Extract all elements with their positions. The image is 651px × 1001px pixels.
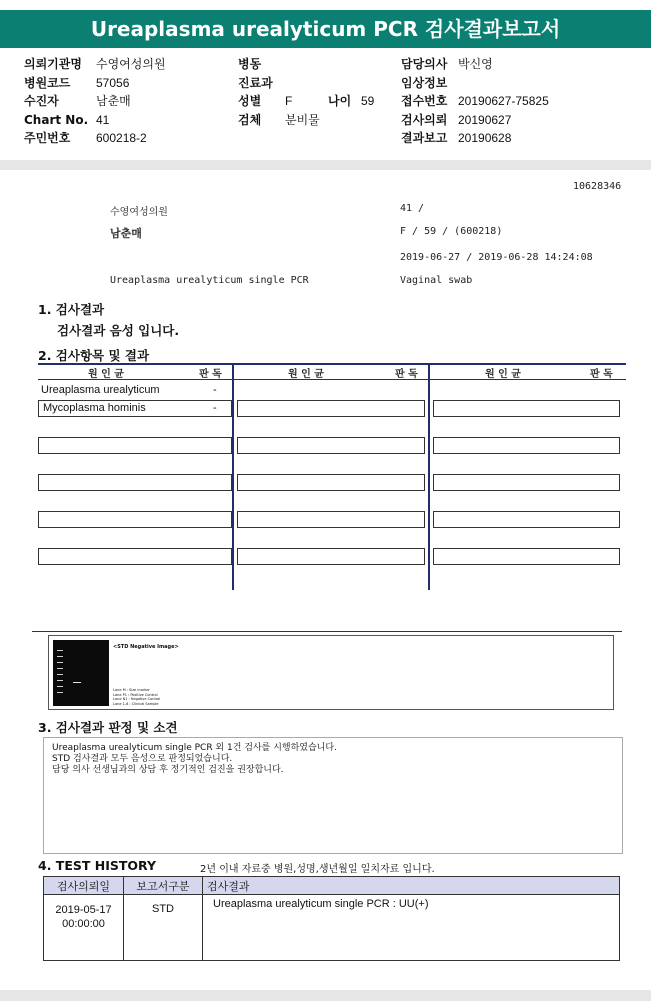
info-label: 접수번호 <box>401 94 448 108</box>
history-date-cell <box>44 895 124 961</box>
result-cell <box>433 548 620 565</box>
section1-result: 검사결과 음성 입니다. <box>57 323 180 338</box>
section2-heading: 2. 검사항목 및 결과 <box>38 348 150 363</box>
opinion-line: Ureaplasma urealyticum single PCR 외 1건 검사를 시행하였습니다. <box>52 743 337 753</box>
grid-col-divider <box>428 364 430 590</box>
result-cell <box>237 474 425 491</box>
section1-heading: 1. 검사결과 <box>38 302 105 317</box>
section-divider <box>0 160 651 170</box>
info-value: 600218-2 <box>96 131 147 145</box>
result-cell <box>237 548 425 565</box>
specimen-value: 분비물 <box>285 112 320 127</box>
result-cell <box>38 511 232 528</box>
history-result: Ureaplasma urealyticum single PCR : UU(+) <box>203 895 620 961</box>
info-value: 41 <box>96 112 110 127</box>
sub-hospital: 수영여성의원 <box>110 207 168 218</box>
legend-line: Lane 1-8 : Clinical Sample <box>113 701 159 706</box>
sub-chart-no: 41 / <box>400 203 425 214</box>
sex-value: F <box>285 94 293 108</box>
table-row <box>44 895 620 961</box>
legend-line: Lane P1 : Positive Control <box>113 692 158 697</box>
info-label: 병원코드 <box>24 75 71 90</box>
legend-line: Lane M : Size marker <box>113 688 150 692</box>
info-label: 주민번호 <box>24 131 71 145</box>
grid-col-divider <box>232 364 234 590</box>
history-col-header: 검사의뢰일 <box>44 877 124 895</box>
test-history-table <box>43 876 620 961</box>
sub-test-name: Ureaplasma urealyticum single PCR <box>110 275 309 286</box>
grid-top-border <box>38 363 626 365</box>
result-cell <box>433 511 620 528</box>
history-col-header: 보고서구분 <box>124 877 203 895</box>
info-label: 임상정보 <box>401 75 448 90</box>
info-value: 수영여성의원 <box>96 57 166 71</box>
info-label: 담당의사 <box>401 57 448 71</box>
gel-image-legend <box>113 688 160 706</box>
history-time: 00:00:00 <box>62 918 105 930</box>
result-cell <box>237 400 425 417</box>
dept-label: 진료과 <box>238 75 273 90</box>
age-value: 59 <box>361 94 375 108</box>
opinion-line: STD 검사결과 모두 음성으로 판정되었습니다. <box>52 754 233 764</box>
section4-heading: 4. TEST HISTORY <box>38 858 157 873</box>
gel-image-frame <box>48 635 614 710</box>
organism-reading: - <box>213 402 217 414</box>
col-reading-header: 판 독 <box>590 369 613 380</box>
info-value: 20190627 <box>458 112 512 127</box>
history-date: 2019-05-17 <box>55 904 112 916</box>
info-label: 의뢰기관명 <box>24 57 82 71</box>
info-value: 20190628 <box>458 131 512 145</box>
info-label: 검사의뢰 <box>401 112 448 127</box>
result-cell <box>237 511 425 528</box>
result-cell <box>237 437 425 454</box>
col-reading-header: 판 독 <box>199 369 222 380</box>
ward-label: 병동 <box>238 57 262 71</box>
col-reading-header: 판 독 <box>395 369 418 380</box>
sex-label: 성별 <box>238 94 262 108</box>
image-separator-line <box>32 631 622 632</box>
col-organism-header: 원 인 균 <box>485 369 521 380</box>
result-cell <box>38 548 232 565</box>
col-organism-header: 원 인 균 <box>288 369 324 380</box>
info-label: Chart No. <box>24 112 89 127</box>
info-value: 20190627-75825 <box>458 94 549 108</box>
opinion-box <box>43 737 623 854</box>
header-info-col3 <box>401 55 601 148</box>
grid-header-border <box>38 379 626 380</box>
info-value: 남춘매 <box>96 94 131 108</box>
legend-line: Lane N1 : Negative Control <box>113 697 161 701</box>
info-value: 57056 <box>96 75 130 90</box>
barcode-number: 10628346 <box>573 181 622 192</box>
report-title: Ureaplasma urealyticum PCR 검사결과보고서 <box>0 10 651 48</box>
info-label: 수진자 <box>24 94 59 108</box>
col-organism-header: 원 인 균 <box>88 369 124 380</box>
sub-sex-age: F / 59 / (600218) <box>400 226 503 237</box>
footer-band <box>0 990 651 1001</box>
sub-patient-name: 남춘매 <box>110 227 142 240</box>
section3-heading: 3. 검사결과 판정 및 소견 <box>38 720 178 735</box>
result-cell <box>433 400 620 417</box>
gel-electrophoresis-image <box>53 640 109 706</box>
specimen-label: 검체 <box>238 112 262 127</box>
result-cell <box>38 437 232 454</box>
age-label: 나이 <box>328 94 352 108</box>
history-type: STD <box>124 895 203 961</box>
header-info-col1 <box>24 55 224 148</box>
sub-specimen: Vaginal swab <box>400 275 473 286</box>
info-label: 결과보고 <box>401 131 448 145</box>
header-info-col2 <box>238 55 388 129</box>
result-cell <box>433 437 620 454</box>
gel-image-caption: <STD Negative Image> <box>113 644 179 650</box>
info-value: 박신영 <box>458 57 493 71</box>
history-note: 2년 이내 자료중 병원,성명,생년월일 일치자료 입니다. <box>200 864 435 875</box>
organism-name: Ureaplasma urealyticum <box>41 384 160 396</box>
sub-dates: 2019-06-27 / 2019-06-28 14:24:08 <box>400 252 593 263</box>
history-col-header: 검사결과 <box>203 877 620 895</box>
organism-reading: - <box>213 384 217 396</box>
organism-name: Mycoplasma hominis <box>43 402 146 414</box>
opinion-line: 담당 의사 선생님과의 상담 후 정기적인 검진을 권장합니다. <box>52 765 284 775</box>
result-cell <box>38 474 232 491</box>
result-cell <box>433 474 620 491</box>
